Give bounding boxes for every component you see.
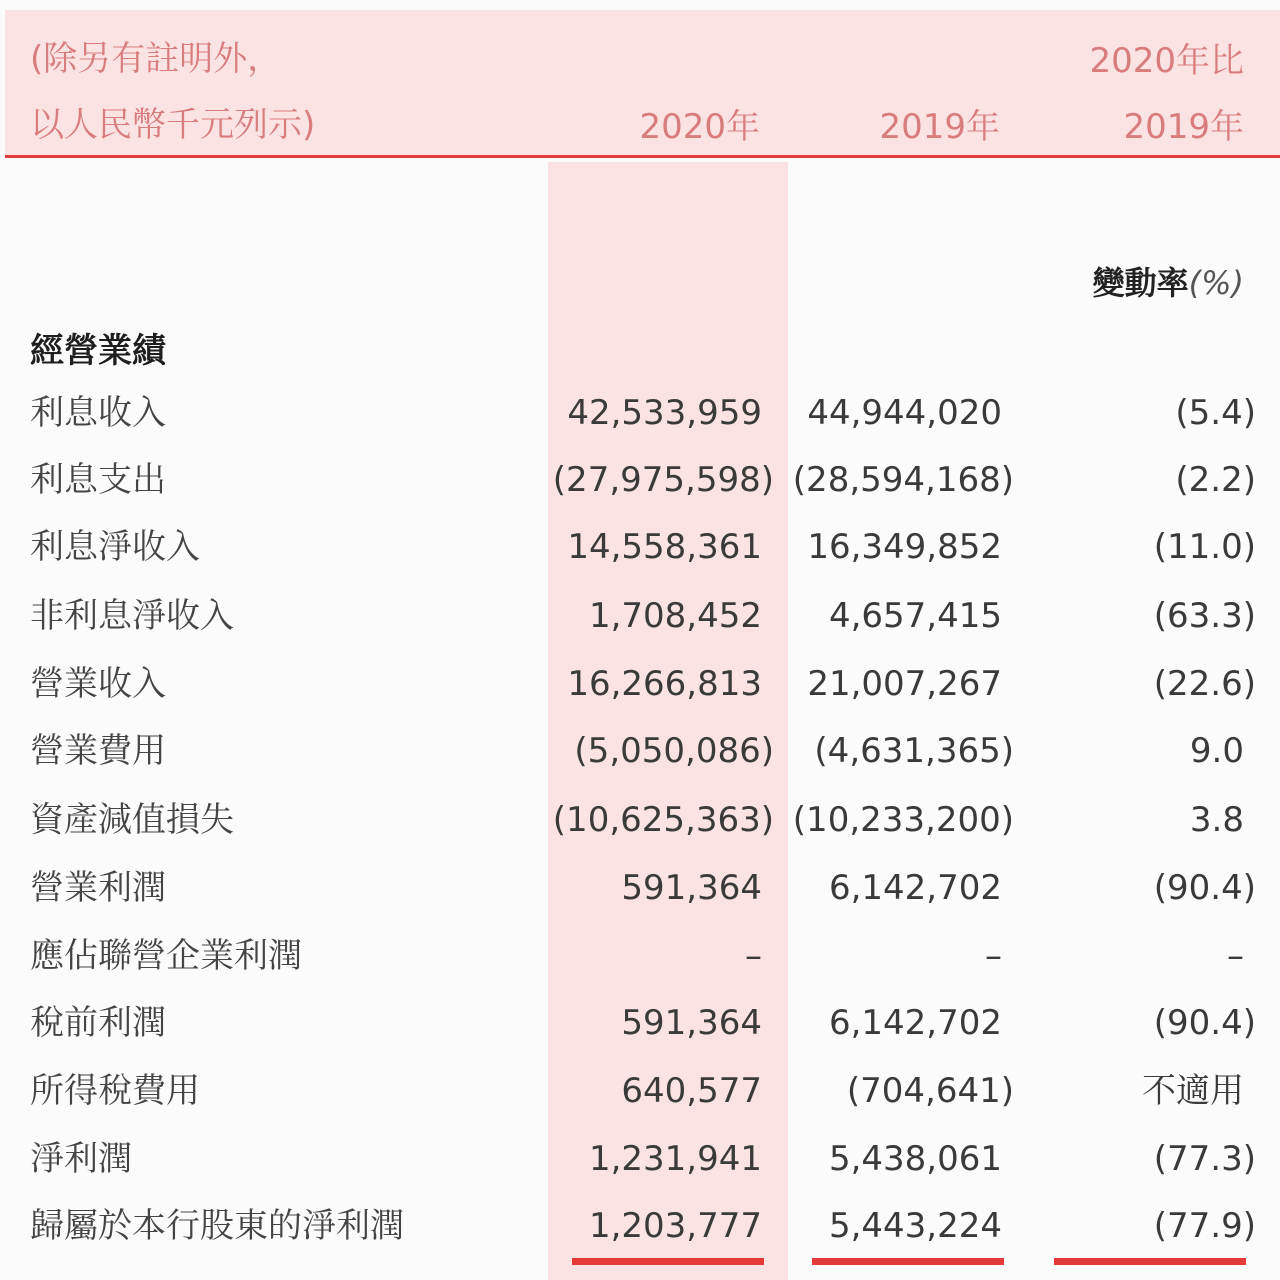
row-label: 利息收入 <box>30 393 166 433</box>
value-2020: 1,231,941 <box>588 1139 762 1179</box>
unit-note-line2: 以人民幣千元列示) <box>30 105 316 145</box>
row-label: 非利息淨收入 <box>30 596 234 636</box>
value-2019: 44,944,020 <box>807 393 1002 433</box>
row-label: 稅前利潤 <box>30 1003 166 1043</box>
value-2019: 6,142,702 <box>828 868 1002 908</box>
value-change: (2.2) <box>1175 460 1256 500</box>
table-row <box>0 598 1280 658</box>
value-2020: 42,533,959 <box>567 393 762 433</box>
column-header-change-line1: 2020年比 <box>1089 41 1244 81</box>
row-label: 歸屬於本行股東的淨利潤 <box>30 1206 404 1246</box>
value-change: (77.9) <box>1153 1206 1256 1246</box>
row-label: 淨利潤 <box>30 1139 132 1179</box>
value-2019: (704,641) <box>846 1071 1014 1111</box>
row-label: 應佔聯營企業利潤 <box>30 936 302 976</box>
table-row <box>0 1073 1280 1133</box>
row-label: 所得稅費用 <box>30 1071 200 1111</box>
value-2019: 21,007,267 <box>807 664 1002 704</box>
value-change: (5.4) <box>1175 393 1256 433</box>
row-label: 利息淨收入 <box>30 527 200 567</box>
value-change: (90.4) <box>1153 1003 1256 1043</box>
total-underline-2019 <box>812 1258 1004 1265</box>
value-2019: – <box>985 936 1002 976</box>
change-rate-unit: (%) <box>1188 264 1244 302</box>
header-divider <box>5 155 1280 158</box>
row-label: 營業費用 <box>30 731 166 771</box>
value-2019: 5,443,224 <box>828 1206 1002 1246</box>
table-row <box>0 462 1280 522</box>
change-rate-text: 變動率 <box>1092 264 1189 302</box>
value-2020: 640,577 <box>621 1071 762 1111</box>
row-label: 營業利潤 <box>30 868 166 908</box>
value-change: (77.3) <box>1153 1139 1256 1179</box>
value-2020: 1,203,777 <box>588 1206 762 1246</box>
table-row <box>0 938 1280 998</box>
table-row <box>0 1141 1280 1201</box>
table-row <box>0 395 1280 455</box>
column-header-change-line2: 2019年 <box>1123 107 1244 147</box>
table-row <box>0 870 1280 930</box>
value-change: 不適用 <box>1142 1071 1244 1111</box>
value-2020: – <box>745 936 762 976</box>
table-row <box>0 733 1280 793</box>
value-2019: 4,657,415 <box>828 596 1002 636</box>
value-2020: 591,364 <box>621 868 762 908</box>
value-change: – <box>1227 936 1244 976</box>
change-rate-label <box>1093 258 1244 304</box>
value-2020: 16,266,813 <box>567 664 762 704</box>
value-2020: (10,625,363) <box>552 800 774 840</box>
value-2019: 16,349,852 <box>807 527 1002 567</box>
unit-note-line1: (除另有註明外， <box>30 39 282 79</box>
table-row <box>0 1005 1280 1065</box>
value-2019: (28,594,168) <box>792 460 1014 500</box>
row-label: 資產減值損失 <box>30 800 234 840</box>
value-2019: 5,438,061 <box>828 1139 1002 1179</box>
row-label: 利息支出 <box>30 460 166 500</box>
value-change: 3.8 <box>1189 800 1244 840</box>
table-row <box>0 802 1280 862</box>
value-2020: 591,364 <box>621 1003 762 1043</box>
value-change: (90.4) <box>1153 868 1256 908</box>
value-change: (22.6) <box>1153 664 1256 704</box>
table-row <box>0 529 1280 589</box>
value-2020: 14,558,361 <box>567 527 762 567</box>
total-underline-change <box>1054 1258 1246 1265</box>
value-2019: (10,233,200) <box>792 800 1014 840</box>
value-change: (11.0) <box>1153 527 1256 567</box>
column-header-2019: 2019年 <box>879 107 1000 147</box>
row-label: 營業收入 <box>30 664 166 704</box>
column-header-2020: 2020年 <box>639 107 760 147</box>
total-underline-2020 <box>572 1258 764 1265</box>
value-2019: 6,142,702 <box>828 1003 1002 1043</box>
value-2020: (27,975,598) <box>552 460 774 500</box>
value-change: (63.3) <box>1153 596 1256 636</box>
section-title: 經營業績 <box>30 331 166 371</box>
value-2019: (4,631,365) <box>814 731 1014 771</box>
value-2020: (5,050,086) <box>574 731 774 771</box>
value-change: 9.0 <box>1189 731 1244 771</box>
value-2020: 1,708,452 <box>588 596 762 636</box>
table-row <box>0 666 1280 726</box>
